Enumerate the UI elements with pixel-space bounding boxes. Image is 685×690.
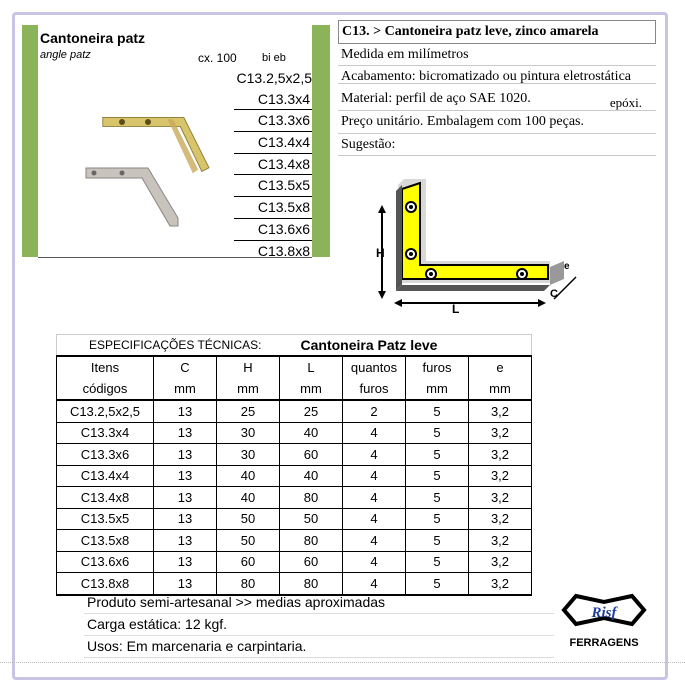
spec-header-cell: mm — [217, 378, 280, 400]
spec-cell: 40 — [217, 465, 280, 487]
notes — [84, 592, 554, 658]
description-line: Sugestão: — [338, 134, 656, 157]
spec-cell: C13.6x6 — [57, 551, 154, 573]
dimension-h-label: H — [376, 246, 385, 260]
spec-row — [57, 551, 532, 573]
spec-header-cell: mm — [280, 378, 343, 400]
spec-header-cell: e — [469, 356, 532, 378]
spec-row — [57, 508, 532, 530]
spec-header-cell: códigos — [57, 378, 154, 400]
spec-table-wrap — [56, 334, 562, 596]
spec-cell: 40 — [217, 487, 280, 509]
card-body — [38, 25, 312, 258]
code-item: C13.3x6 — [234, 110, 312, 132]
spec-cell: 5 — [406, 551, 469, 573]
catalogue-card — [22, 25, 330, 257]
description-line — [338, 84, 656, 111]
spec-cell: 40 — [280, 465, 343, 487]
spec-cell: 80 — [280, 530, 343, 552]
spec-header-cell: furos — [406, 356, 469, 378]
spec-cell: 4 — [343, 422, 406, 444]
spec-cell: 13 — [154, 444, 217, 466]
code-item: C13.4x8 — [234, 154, 312, 176]
spec-cell: C13.5x8 — [57, 530, 154, 552]
spec-cell: 13 — [154, 551, 217, 573]
spec-cell: 5 — [406, 444, 469, 466]
spec-cell: 3,2 — [469, 530, 532, 552]
spec-cell: 25 — [217, 400, 280, 422]
dimension-c-label: C — [550, 288, 558, 300]
description-extra: epóxi. — [609, 95, 642, 110]
spec-cell: C13.5x5 — [57, 508, 154, 530]
spec-cell: 3,2 — [469, 573, 532, 595]
angle-diagram — [370, 175, 580, 320]
spec-cell: C13.4x8 — [57, 487, 154, 509]
description-line-text: Material: perfil de aço SAE 1020. — [341, 91, 531, 106]
spec-header-row — [57, 378, 532, 400]
product-photo — [78, 110, 218, 230]
description-line: Medida em milímetros — [338, 44, 656, 67]
risf-logo — [556, 588, 652, 652]
spec-cell: C13.3x6 — [57, 444, 154, 466]
spec-cell: 80 — [280, 573, 343, 595]
spec-cell: C13.2,5x2,5 — [57, 400, 154, 422]
description-table — [338, 20, 656, 156]
bottom-dotted-line — [0, 662, 685, 663]
spec-cell: 4 — [343, 444, 406, 466]
code-item: C13.5x5 — [234, 175, 312, 197]
code-item: C13.4x4 — [234, 132, 312, 154]
spec-row — [57, 422, 532, 444]
spec-cell: 3,2 — [469, 444, 532, 466]
spec-header-cell: mm — [469, 378, 532, 400]
spec-cell: 80 — [280, 487, 343, 509]
spec-cell: 30 — [217, 444, 280, 466]
spec-header-cell: quantos — [343, 356, 406, 378]
spec-body — [57, 356, 532, 595]
code-item: C13.5x8 — [234, 197, 312, 219]
spec-cell: 4 — [343, 508, 406, 530]
svg-text:Risf: Risf — [591, 605, 617, 621]
spec-cell: 60 — [280, 551, 343, 573]
spec-header-cell: furos — [343, 378, 406, 400]
svg-text:FERRAGENS: FERRAGENS — [569, 637, 639, 649]
spec-cell: 5 — [406, 400, 469, 422]
spec-cell: C13.4x4 — [57, 465, 154, 487]
spec-cell: 40 — [280, 422, 343, 444]
spec-cell: 4 — [343, 573, 406, 595]
code-item: C13.2,5x2,5 — [236, 70, 312, 86]
spec-cell: 13 — [154, 465, 217, 487]
spec-cell: 3,2 — [469, 465, 532, 487]
spec-row — [57, 400, 532, 422]
code-item: C13.3x4 — [234, 89, 312, 111]
spec-header-row — [57, 356, 532, 378]
code-item: C13.8x8 — [257, 242, 310, 259]
spec-cell: 50 — [280, 508, 343, 530]
spec-head-row — [57, 335, 343, 357]
spec-title: Cantoneira Patz leve — [300, 337, 438, 353]
spec-cell: 5 — [406, 465, 469, 487]
spec-title-cell — [300, 335, 532, 357]
spec-header-cell: C — [154, 356, 217, 378]
card-subtitle: angle patz — [40, 49, 91, 61]
spec-cell: 13 — [154, 508, 217, 530]
spec-cell: 4 — [343, 465, 406, 487]
card-title: Cantoneira patz — [40, 30, 146, 46]
spec-cell: 5 — [406, 573, 469, 595]
spec-row — [57, 487, 532, 509]
spec-cell: 13 — [154, 530, 217, 552]
note-line: Produto semi-artesanal >> medias aproximadas — [84, 592, 554, 614]
spec-cell: 25 — [280, 400, 343, 422]
description-line-text: Acabamento: bicromatizado ou pintura eletrostática — [341, 69, 631, 84]
code-item: C13.6x6 — [234, 219, 312, 241]
spec-header-cell: Itens — [57, 356, 154, 378]
spec-cell: 4 — [343, 487, 406, 509]
spec-cell: 5 — [406, 487, 469, 509]
card-quantity: cx. 100 — [198, 51, 237, 65]
spec-label: ESPECIFICAÇÕES TÉCNICAS: — [89, 338, 262, 352]
spec-cell: 3,2 — [469, 508, 532, 530]
spec-header-cell: H — [217, 356, 280, 378]
spec-header-cell: mm — [154, 378, 217, 400]
spec-cell: 3,2 — [469, 487, 532, 509]
spec-cell: 13 — [154, 487, 217, 509]
spec-cell: 4 — [343, 530, 406, 552]
spec-cell: 13 — [154, 422, 217, 444]
spec-table — [56, 334, 532, 596]
card-bieb: bi eb — [262, 52, 286, 64]
spec-row — [57, 530, 532, 552]
green-bar-left — [22, 25, 38, 257]
spec-cell: 13 — [154, 400, 217, 422]
note-line: Usos: Em marcenaria e carpintaria. — [84, 636, 554, 658]
spec-row — [57, 465, 532, 487]
spec-cell: C13.3x4 — [57, 422, 154, 444]
code-list — [234, 68, 312, 261]
description-line: Preço unitário. Embalagem com 100 peças. — [338, 111, 656, 134]
spec-cell: 4 — [343, 551, 406, 573]
spec-cell: 80 — [217, 573, 280, 595]
spec-cell: 60 — [280, 444, 343, 466]
description-line — [338, 66, 656, 84]
green-bar-right — [312, 25, 330, 257]
spec-header-cell: L — [280, 356, 343, 378]
note-line: Carga estática: 12 kgf. — [84, 614, 554, 636]
spec-row — [57, 444, 532, 466]
dimension-l-label: L — [452, 302, 460, 316]
spec-cell: 50 — [217, 530, 280, 552]
spec-cell: 2 — [343, 400, 406, 422]
spec-cell: 60 — [217, 551, 280, 573]
spec-cell: 13 — [154, 573, 217, 595]
spec-cell: 5 — [406, 508, 469, 530]
spec-cell: C13.8x8 — [57, 573, 154, 595]
description-heading: C13. > Cantoneira patz leve, zinco amarela — [338, 20, 656, 44]
spec-cell: 3,2 — [469, 400, 532, 422]
spec-cell: 3,2 — [469, 551, 532, 573]
spec-cell: 5 — [406, 530, 469, 552]
dimension-e-label: e — [564, 261, 570, 272]
spec-cell: 30 — [217, 422, 280, 444]
spec-header-cell: mm — [406, 378, 469, 400]
spec-cell: 3,2 — [469, 422, 532, 444]
spec-cell: 50 — [217, 508, 280, 530]
spec-cell: 5 — [406, 422, 469, 444]
